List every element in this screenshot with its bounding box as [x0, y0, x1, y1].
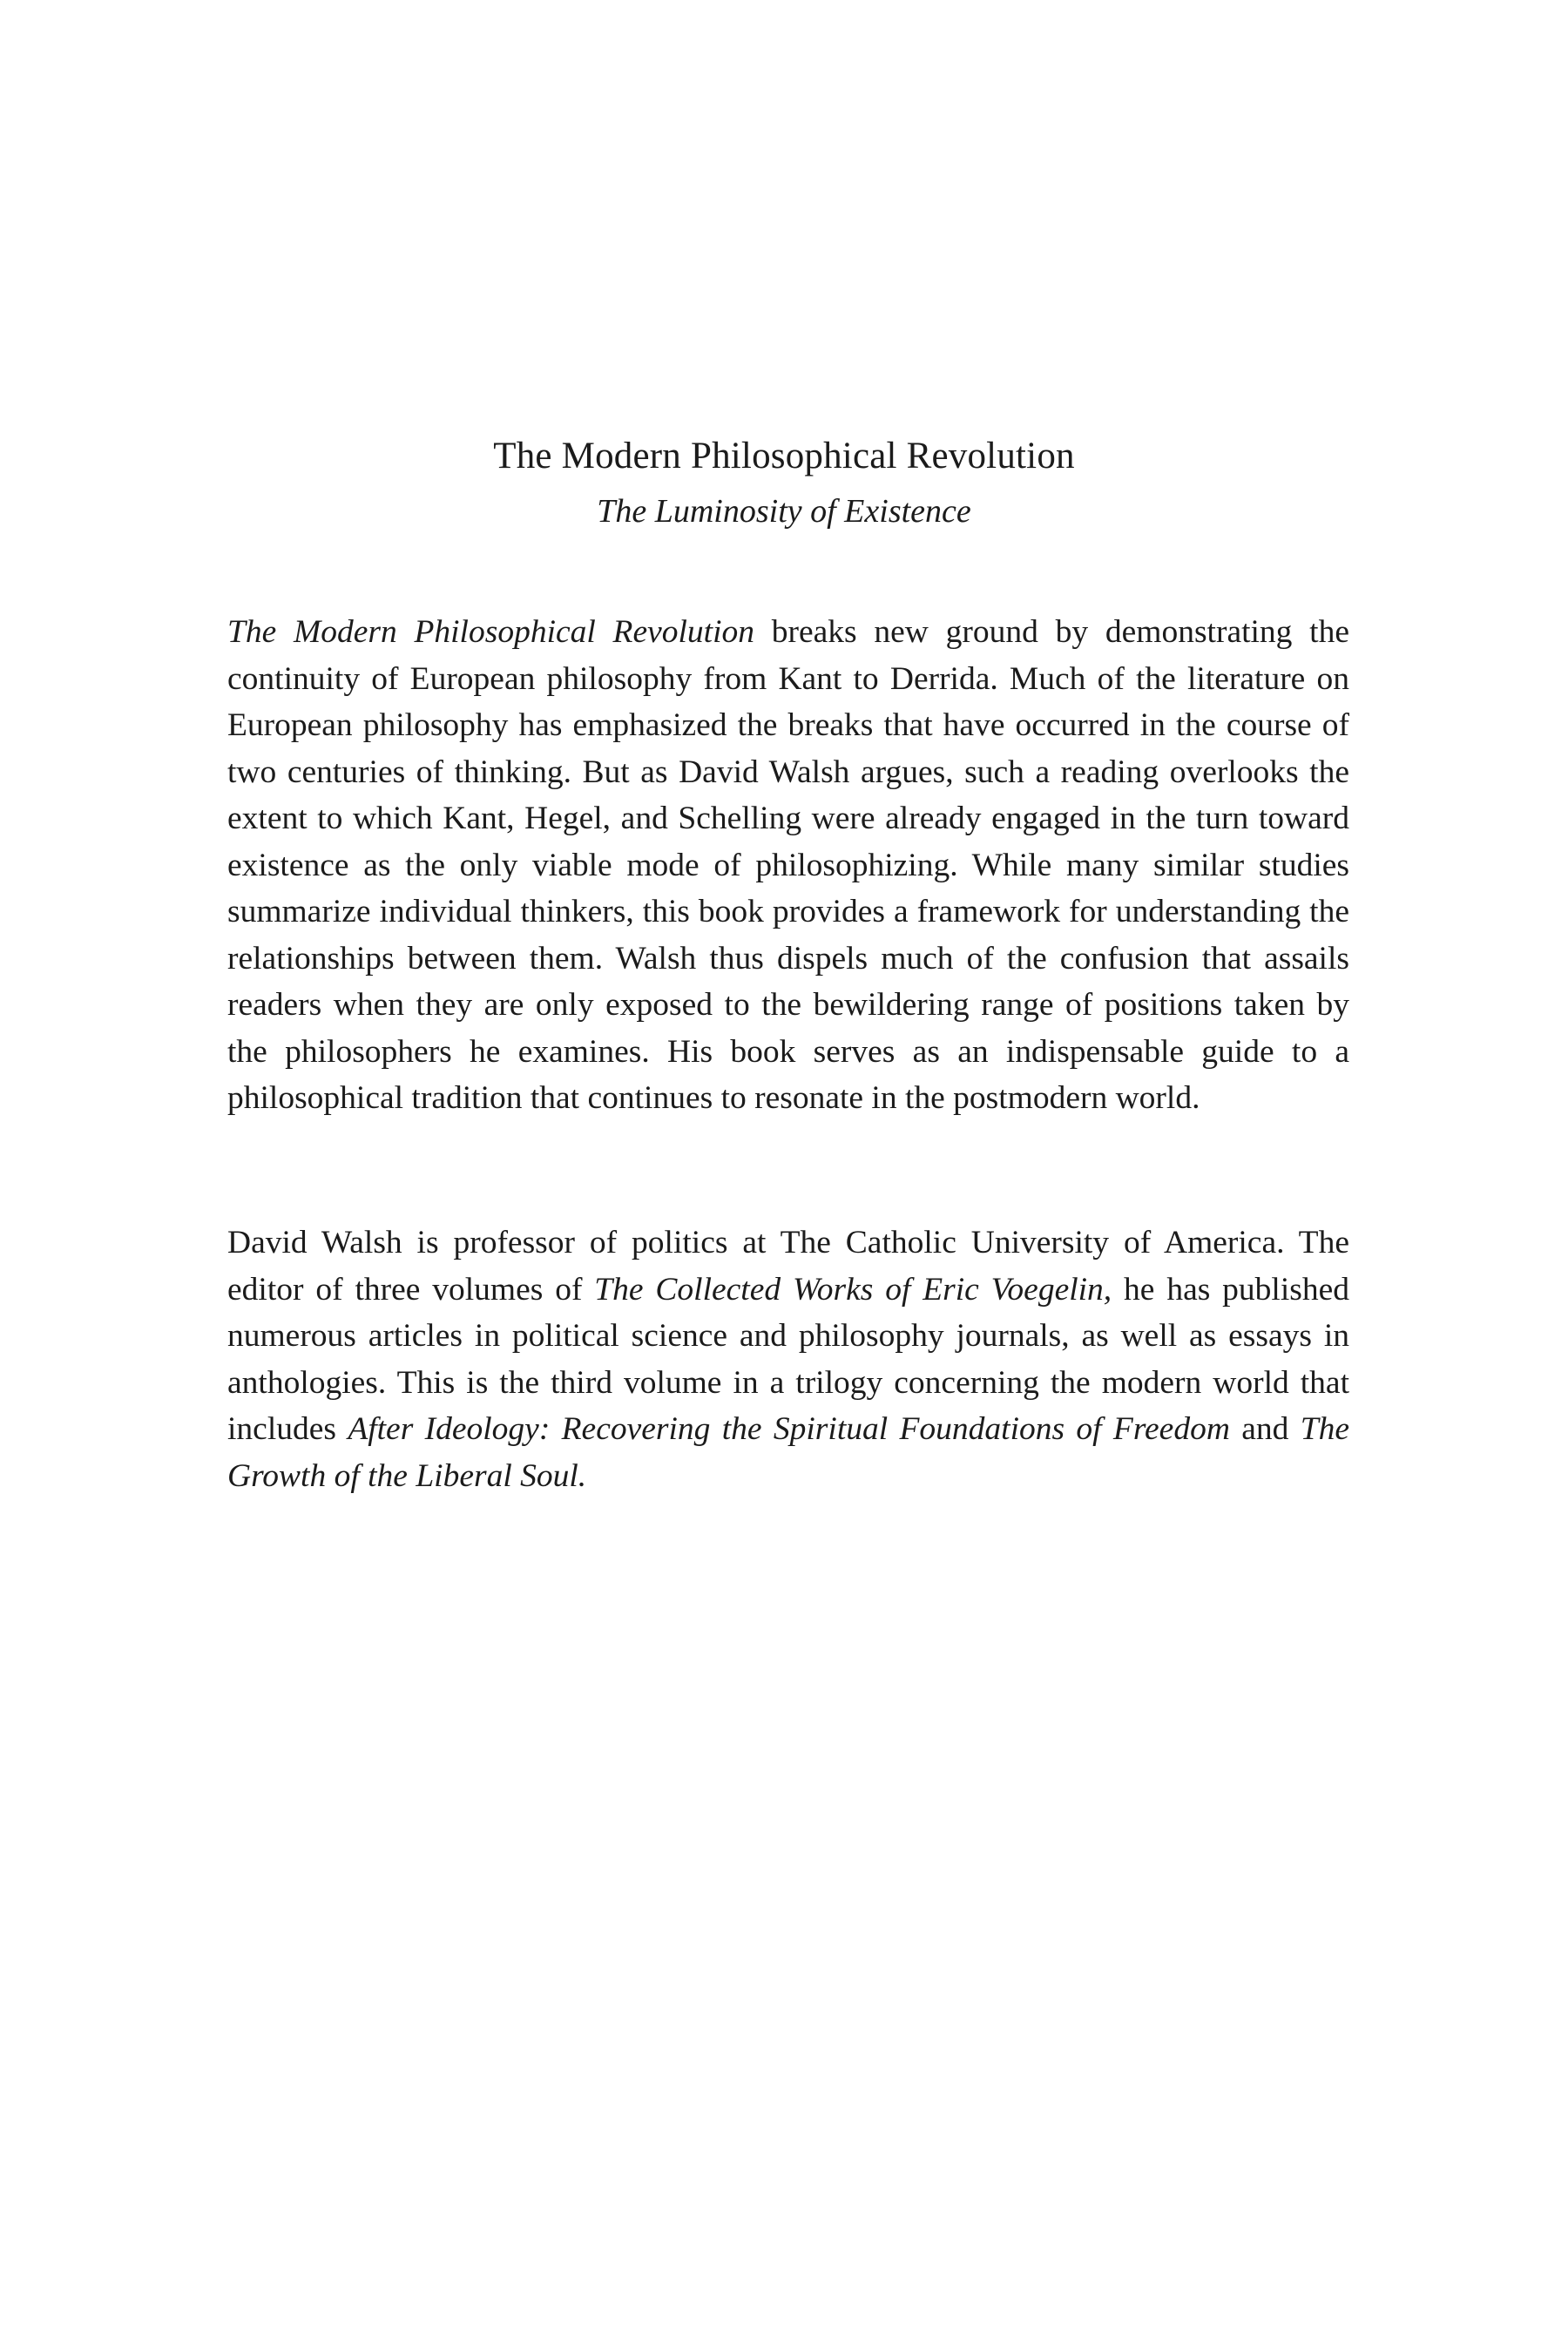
book-title: The Modern Philosophical Revolution [493, 436, 1075, 476]
title-block [0, 430, 1568, 537]
bio-work-1: The Collected Works of Eric Voegelin, [594, 1271, 1112, 1308]
bio-work-3: The Growth of the Liberal Soul. [227, 1411, 1349, 1494]
book-subtitle: The Luminosity of Existence [597, 493, 971, 530]
description-text: breaks new ground by demonstrating the continuity of European philosophy from Kant to Derrida. Much of the literature on European philosophy has emphasized the breaks that have occurred in the course of two centuries of thinking. But as David Walsh argues, such a reading overlooks the extent to which Kant, Hegel, and Schelling were already engaged in the turn toward existence as the only viable mode of philosophizing. While many similar studies summarize individual thinkers, this book provides a framework for understanding the relationships between them. Walsh thus dispels much of the confusion that assails readers when they are only exposed to the bewildering range of positions taken by the philosophers he examines. His book serves as an indispensable guide to a philosophical tradition that continues to resonate in the postmodern world. [227, 614, 1349, 1116]
book-description [227, 609, 1349, 1122]
bio-text-part-3: and [1229, 1411, 1301, 1447]
description-title-reference: The Modern Philosophical Revolution [227, 614, 755, 650]
bio-paragraph [227, 1220, 1349, 1499]
author-bio [227, 1220, 1349, 1499]
bio-text-part-1: David Walsh is professor of politics at The Catholic University of America. The editor of three volumes of [227, 1225, 1349, 1308]
bio-text-part-2: he has published numerous articles in political science and philosophy journals, as well as essays in anthologies. This is the third volume in a trilogy concerning the modern world that includes [227, 1271, 1349, 1447]
description-paragraph [227, 609, 1349, 1122]
bio-work-2: After Ideology: Recovering the Spiritual Foundations of Freedom [348, 1411, 1230, 1447]
